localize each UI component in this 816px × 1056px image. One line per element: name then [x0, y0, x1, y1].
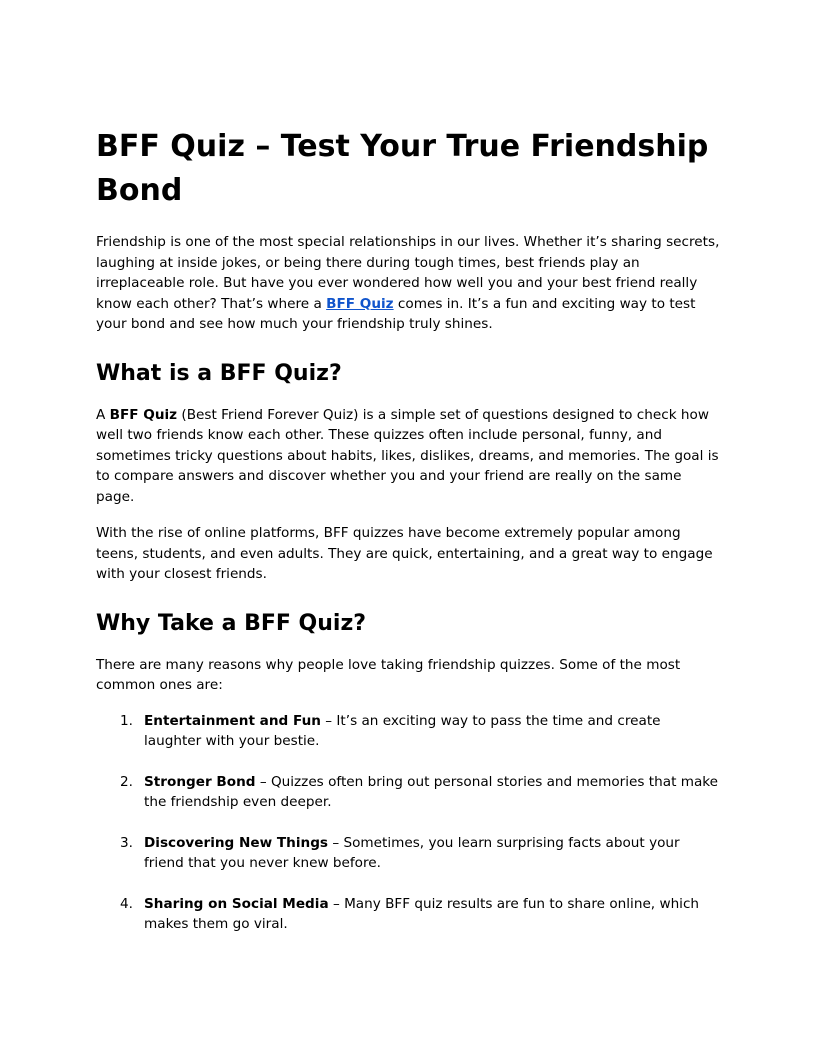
what-paragraph — [96, 405, 720, 508]
why-intro-paragraph: There are many reasons why people love taking friendship quizzes. Some of the most common ones are: — [96, 656, 681, 693]
document-page — [96, 125, 720, 955]
list-item-text: – Many BFF quiz results are fun to share online, which makes them go viral. — [144, 895, 700, 932]
list-item-title: Sharing on Social Media — [144, 895, 329, 912]
section-heading-why: Why Take a BFF Quiz? — [96, 610, 367, 636]
list-item-text: – Quizzes often bring out personal stories and memories that make the friendship even deeper. — [144, 773, 719, 810]
list-item-number: 3. — [120, 834, 133, 851]
list-item-number: 2. — [120, 773, 133, 790]
what-paragraph-prefix: A — [96, 406, 110, 423]
intro-text-after-link: comes in. It’s a fun and exciting way to test your bond and see how much your friendship truly shines. — [96, 295, 696, 332]
list-item — [96, 711, 720, 752]
intro-paragraph — [96, 232, 720, 335]
intro-text-before-link: Friendship is one of the most special relationships in our lives. Whether it’s sharing secrets, laughing at inside jokes, or being there during tough times, best friends play an irreplaceable role. But have you ever wondered how well you and your best friend really know each other? That’s where a — [96, 234, 720, 312]
list-item-title: Stronger Bond — [144, 773, 256, 790]
list-item-title: Entertainment and Fun — [144, 712, 321, 729]
bff-quiz-link[interactable]: BFF Quiz — [326, 295, 394, 312]
list-item-text: – It’s an exciting way to pass the time and create laughter with your bestie. — [144, 712, 661, 749]
list-item — [96, 833, 720, 874]
what-paragraph-rest: (Best Friend Forever Quiz) is a simple set of questions designed to check how well two friends know each other. These quizzes often include personal, funny, and sometimes tricky questions about habits, likes, dislikes, dreams, and memories. The goal is to compare answers and discover whether you and your friend are really on the same page. — [96, 406, 719, 505]
list-item — [96, 772, 720, 813]
popularity-paragraph: With the rise of online platforms, BFF quizzes have become extremely popular among teens, students, and even adults. They are quick, entertaining, and a great way to engage with your closest friends. — [96, 525, 713, 582]
list-item — [96, 894, 720, 935]
list-item-number: 1. — [120, 712, 133, 729]
list-item-text: – Sometimes, you learn surprising facts about your friend that you never knew before. — [144, 834, 680, 871]
reasons-list — [96, 711, 720, 935]
list-item-number: 4. — [120, 895, 133, 912]
page-title: BFF Quiz – Test Your True Friendship Bond — [96, 129, 709, 208]
what-paragraph-bold-term: BFF Quiz — [109, 406, 178, 423]
section-heading-what: What is a BFF Quiz? — [96, 360, 342, 386]
list-item-title: Discovering New Things — [144, 834, 329, 851]
